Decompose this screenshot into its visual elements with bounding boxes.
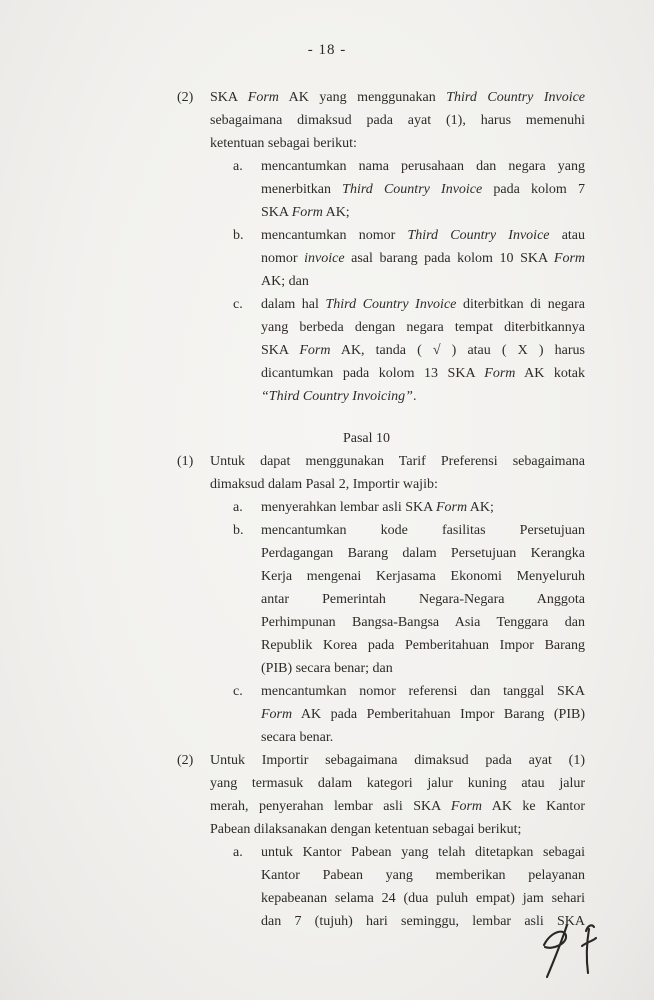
text-line: SKA Form AK, tanda ( √ ) atau ( X ) harus xyxy=(261,343,585,358)
text-line: Republik Korea pada Pemberitahuan Impor Barang xyxy=(261,638,585,653)
item-body xyxy=(261,293,585,408)
page-number: - 18 - xyxy=(307,42,347,58)
text-line: mencantumkan kode fasilitas Persetujuan xyxy=(261,523,585,538)
item-body xyxy=(261,519,585,680)
list-item-1 xyxy=(177,450,585,496)
item-marker: b. xyxy=(233,228,244,243)
text-line: Pabean dilaksanakan dengan ketentuan sebagai berikut; xyxy=(210,822,522,837)
text-line: dan 7 (tujuh) hari seminggu, lembar asli SKA xyxy=(261,914,585,929)
text-line: SKA Form AK yang menggunakan Third Country Invoice xyxy=(210,90,586,105)
text-line: nomor invoice asal barang pada kolom 10 SKA Form xyxy=(261,251,586,266)
text-line: sebagaimana dimaksud pada ayat (1), harus memenuhi xyxy=(210,113,585,128)
text-line: Kantor Pabean yang memberikan pelayanan xyxy=(261,868,585,883)
item-marker: c. xyxy=(233,684,243,699)
item-marker: c. xyxy=(233,297,243,312)
list-item-c xyxy=(233,293,585,408)
text-line: Perhimpunan Bangsa-Bangsa Asia Tenggara dan xyxy=(261,615,585,630)
text-line: “Third Country Invoicing”. xyxy=(261,389,417,404)
document-content xyxy=(177,86,585,933)
item-body xyxy=(261,155,585,224)
item-marker: (1) xyxy=(177,454,194,469)
item-body xyxy=(261,496,585,519)
text-line: mencantumkan nomor Third Country Invoice atau xyxy=(261,228,586,243)
list-item-b xyxy=(233,224,585,293)
text-line: ketentuan sebagai berikut: xyxy=(210,136,357,151)
item-marker: (2) xyxy=(177,753,194,768)
text-line: Kerja mengenai Kerjasama Ekonomi Menyeluruh xyxy=(261,569,585,584)
list-item-2 xyxy=(177,749,585,841)
text-line: untuk Kantor Pabean yang telah ditetapkan sebagai xyxy=(261,845,585,860)
list-item-b xyxy=(233,519,585,680)
item-marker: a. xyxy=(233,845,243,860)
text-line: (PIB) secara benar; dan xyxy=(261,661,393,676)
text-line: SKA Form AK; xyxy=(261,205,350,220)
list-item-2 xyxy=(177,86,585,155)
item-body xyxy=(210,450,585,496)
text-line: dimaksud dalam Pasal 2, Importir wajib: xyxy=(210,477,438,492)
text-line: Untuk Importir sebagaimana dimaksud pada ayat (1) xyxy=(210,753,585,768)
item-body xyxy=(261,680,585,749)
list-item-a xyxy=(233,155,585,224)
item-marker: a. xyxy=(233,500,243,515)
signature-initials-icon xyxy=(534,920,612,986)
text-line: menerbitkan Third Country Invoice pada kolom 7 xyxy=(261,182,585,197)
text-line: Perdagangan Barang dalam Persetujuan Kerangka xyxy=(261,546,585,561)
item-marker: a. xyxy=(233,159,243,174)
section-heading: Pasal 10 xyxy=(342,431,391,446)
list-item-a xyxy=(233,841,585,933)
text-line: AK; dan xyxy=(261,274,309,289)
text-line: mencantumkan nama perusahaan dan negara yang xyxy=(261,159,585,174)
item-body xyxy=(261,224,585,293)
list-item-c xyxy=(233,680,585,749)
text-line: mencantumkan nomor referensi dan tanggal SKA xyxy=(261,684,585,699)
text-line: menyerahkan lembar asli SKA Form AK; xyxy=(261,500,494,515)
item-body xyxy=(210,749,585,841)
text-line: kepabeanan selama 24 (dua puluh empat) jam sehari xyxy=(261,891,585,906)
text-line: secara benar. xyxy=(261,730,334,745)
text-line: dalam hal Third Country Invoice diterbitkan di negara xyxy=(261,297,585,312)
text-line: yang termasuk dalam kategori jalur kuning atau jalur xyxy=(210,776,585,791)
text-line: Form AK pada Pemberitahuan Impor Barang (PIB) xyxy=(261,707,585,722)
item-marker: (2) xyxy=(177,90,194,105)
list-item-a xyxy=(233,496,585,519)
text-line: Untuk dapat menggunakan Tarif Preferensi sebagaimana xyxy=(210,454,585,469)
text-line: merah, penyerahan lembar asli SKA Form AK ke Kantor xyxy=(210,799,585,814)
text-line: antar Pemerintah Negara-Negara Anggota xyxy=(261,592,585,607)
item-marker: b. xyxy=(233,523,244,538)
item-body xyxy=(210,86,585,155)
text-line: dicantumkan pada kolom 13 SKA Form AK kotak xyxy=(261,366,585,381)
text-line: yang berbeda dengan negara tempat diterbitkannya xyxy=(261,320,585,335)
